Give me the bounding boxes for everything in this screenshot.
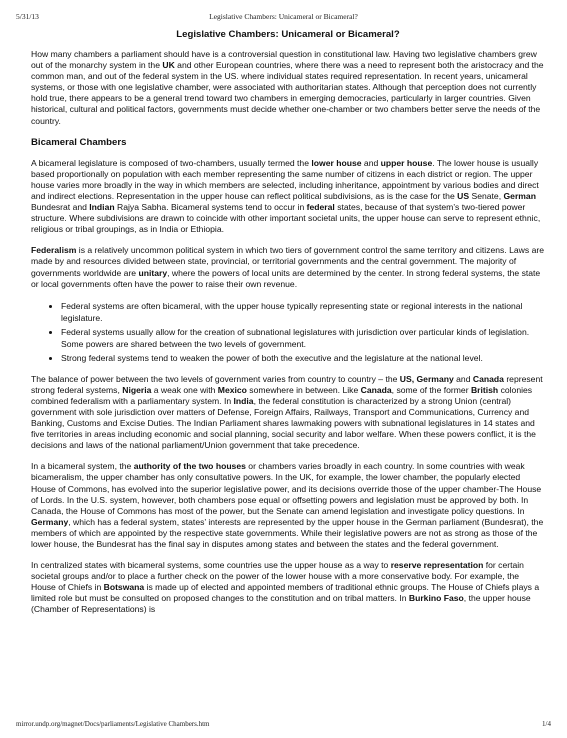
bold-term: Indian [89, 202, 115, 213]
bold-term: Canada [360, 384, 392, 395]
bold-term: Germany [31, 516, 69, 527]
bold-term: UK [162, 60, 175, 71]
document-body [31, 29, 545, 626]
bold-term: Botswana [103, 582, 145, 593]
bold-term: US, Germany [399, 373, 454, 384]
bold-term: unitary [138, 267, 168, 278]
balance-of-power-paragraph: The balance of power between the two levels of government varies from country to country – the US, Germany and Canada represent strong federal systems, Nigeria a weak one with Mexico somewhere in between. Like Canada, some of the former British colonies combined federalism with a parliamentary system. In India, the federal constitution is characterized by a strong Union (central) government with sole jurisdiction over matters of Defense, Foreign Affairs, Railways, Transport and Communications, Currency and Banking, Customs and Excise Duties. The Indian Parliament shares lawmaking powers with subnational legislatures in 14 states and five territories in areas including economic and social planning, social security and labor welfare. When these powers conflict, it is the decisions and laws of the national parliament/Union government that take precedence. [31, 373, 543, 451]
footer-page-number: 1/4 [542, 720, 551, 728]
bold-term: reserve representation [390, 560, 484, 571]
print-date: 5/31/13 [16, 12, 39, 21]
bold-term: upper house [380, 157, 433, 168]
bold-term: Mexico [217, 384, 247, 395]
list-item: • Federal systems are often bicameral, with the upper house typically representing state or regional interests in the national legislature. [61, 300, 545, 324]
page-title: Legislative Chambers: Unicameral or Bicameral? [176, 29, 400, 40]
bold-term: Federalism [31, 245, 77, 256]
bold-term: British [470, 384, 499, 395]
list-item: • Strong federal systems tend to weaken the power of both the executive and the legislature at the national level. [61, 352, 545, 364]
bold-term: US [457, 190, 470, 201]
bold-term: authority of the two houses [133, 461, 246, 472]
bold-term: India [233, 395, 254, 406]
print-title: Legislative Chambers: Unicameral or Bicameral? [209, 12, 358, 21]
authority-paragraph: In a bicameral system, the authority of the two houses or chambers varies broadly in each country. In some countries with weak bicameralism, the upper chamber has only consultative powers. In the UK, for example, the lower chamber, the popularly elected House of Commons, has evolved into the superior legislative power, and its decisions override those of the upper chamber-The House of Lords. In the U.S. system, however, both chambers pose equal or offsetting powers and legislation must be approved by both. In Canada, the House of Commons has most of the power, but the Senate can amend legislation and investigate policy questions. In Germany, which has a federal system, states’ interests are represented by the upper house in the German parliament (Bundesrat), the members of which are appointed by the respective state governments. While their legislative powers are not as strong as those of the lower house, the Bundesrat has the final say in disputes among states and between the states and the federal government. [31, 461, 544, 549]
bold-term: Burkino Faso [408, 593, 464, 604]
footer-url: mirror.undp.org/magnet/Docs/parliaments/Legislative Chambers.htm [16, 720, 210, 728]
centralized-states-paragraph: In centralized states with bicameral systems, some countries use the upper house as a way to reserve representation for certain societal groups and/or to place a further check on the power of the lower house with a more conservative body. For example, the House of Chiefs in Botswana is made up of elected and appointed members of traditional ethnic groups. The House of Chiefs plays a limited role but must be consulted on proposed changes to the constitution and on tribal matters. In Burkino Faso, the upper house (Chamber of Representations) is [31, 560, 540, 615]
federalism-paragraph: Federalism is a relatively uncommon political system in which two tiers of government control the same territory and citizens. Laws are made by and resources divided between state, provincial, or territorial governments and the central government. The majority of governments worldwide are unitary, where the powers of local units are determined by the center. In strong federal systems, the state or local governments often have the power to raise their own revenue. [31, 245, 544, 289]
bold-term: lower house [311, 157, 362, 168]
intro-paragraph: How many chambers a parliament should have is a controversial question in constitutional law. Having two legislative chambers grew out of the monarchy system in the UK and other European countries, where there was a need to represent both the aristocracy and the common man, and out of the federal system in the US. where individual states required representation. In recent years, unicameral systems, or those with one legislative chamber, were associated with authoritarian states. Although that perception does not currently hold true, there appears to be a general trend toward two chambers in emerging democracies, particularly in larger countries. Given historical, cultural and political factors, governments must decide whether one-chamber or two chambers better serve the needs of the country. [31, 49, 544, 126]
list-item: • Federal systems usually allow for the creation of subnational legislatures with jurisdiction over particular kinds of legislation. Some powers are shared between the two levels of government. [61, 326, 545, 350]
print-footer [16, 720, 551, 730]
bold-term: German [503, 190, 536, 201]
print-header [16, 12, 551, 24]
bold-term: federal [306, 202, 335, 213]
federal-systems-list [31, 300, 545, 364]
bold-term: Canada [472, 373, 504, 384]
bold-term: Nigeria [122, 384, 152, 395]
section-heading: Bicameral Chambers [31, 136, 127, 148]
bicameral-paragraph: A bicameral legislature is composed of two-chambers, usually termed the lower house and upper house. The lower house is usually based proportionally on population with each member representing the same number of citizens in each district or region. The upper house varies more broadly in the way in which members are selected, including inheritance, appointment by various bodies and direct and indirect elections. Representation in the upper house can reflect political subdivisions, as is the case for the US Senate, German Bundesrat and Indian Rajya Sabha. Bicameral systems tend to occur in federal states, because of that system’s two-tiered power structure. Where subdivisions are drawn to coincide with other important societal units, the upper house can serve to represent ethnic, religious or tribal groupings, as in India or Ethiopia. [31, 157, 541, 235]
